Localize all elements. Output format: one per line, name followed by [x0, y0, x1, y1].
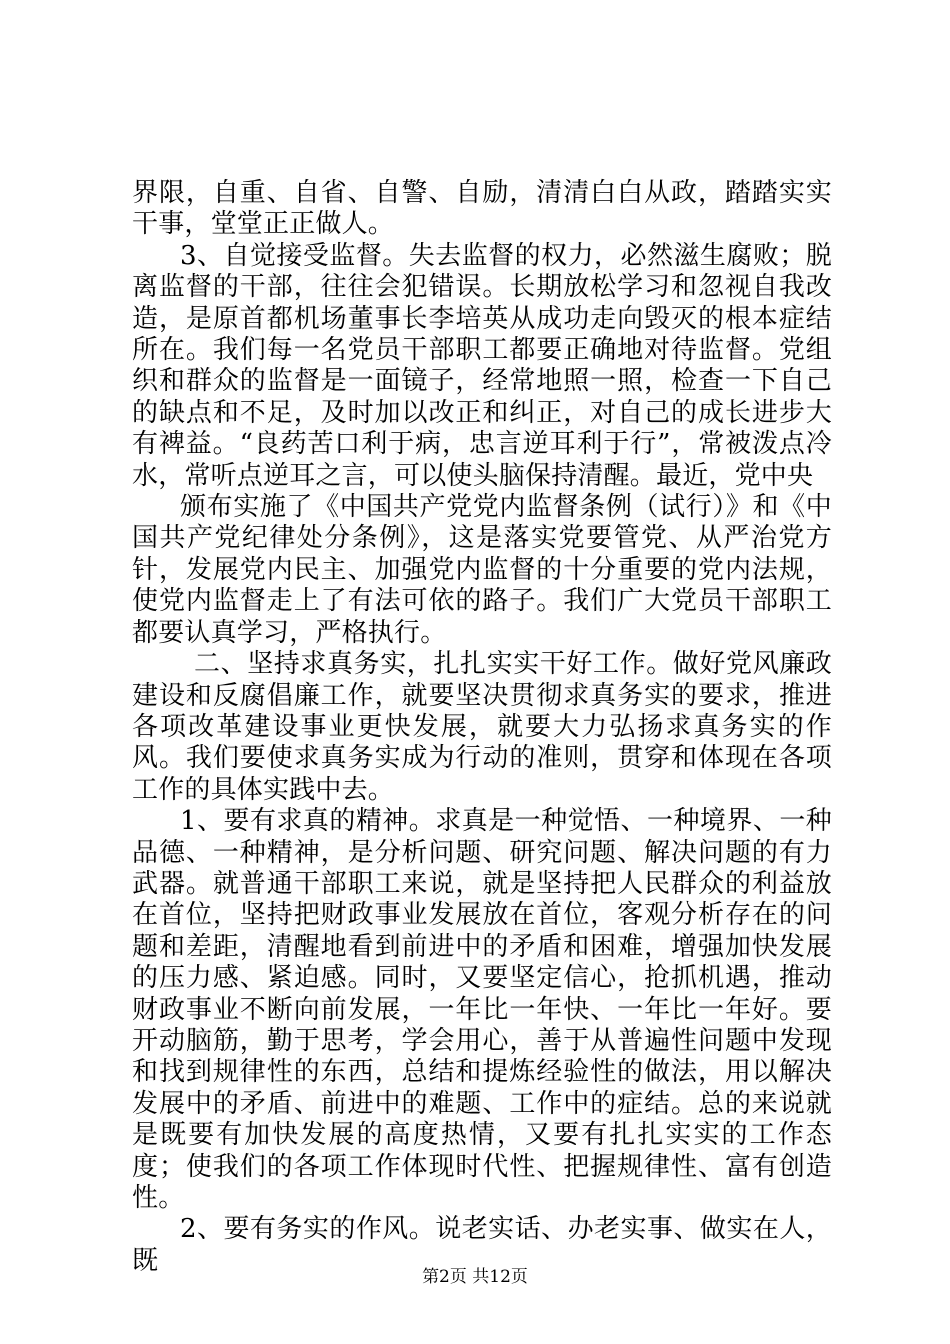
paragraph-1: 界限，自重、自省、自警、自励，清清白白从政，踏踏实实干事，堂堂正正做人。: [132, 178, 832, 240]
paragraph-4: 二、坚持求真务实，扎扎实实干好工作。做好党风廉政建设和反腐倡廉工作，就要坚决贯彻求真务实的要求，推进各项改革建设事业更快发展，就要大力弘扬求真务实的作风。我们要使求真务实成为行动的准则，贯穿和体现在各项工作的具体实践中去。: [132, 649, 832, 805]
paragraph-5: 1、要有求真的精神。求真是一种觉悟、一种境界、一种品德、一种精神，是分析问题、研究问题、解决问题的有力武器。就普通干部职工来说，就是坚持把人民群众的利益放在首位，坚持把财政事业发展放在首位，客观分析存在的问题和差距，清醒地看到前进中的矛盾和困难，增强加快发展的压力感、紧迫感。同时，又要坚定信心，抢抓机遇，推动财政事业不断向前发展，一年比一年快、一年比一年好。要开动脑筋，勤于思考，学会用心，善于从普遍性问题中发现和找到规律性的东西，总结和提炼经验性的做法，用以解决发展中的矛盾、前进中的难题、工作中的症结。总的来说就是既要有加快发展的高度热情，又要有扎扎实实的工作态度；使我们的各项工作体现时代性、把握规律性、富有创造性。: [132, 806, 832, 1213]
page-footer: [0, 1262, 950, 1287]
paragraph-2: 3、自觉接受监督。失去监督的权力，必然滋生腐败；脱离监督的干部，往往会犯错误。长期放松学习和忽视自我改造，是原首都机场董事长李培英从成功走向毁灭的根本症结所在。我们每一名党员干部职工都要正确地对待监督。党组织和群众的监督是一面镜子，经常地照一照，检查一下自己的缺点和不足，及时加以改正和纠正，对自己的成长进步大有裨益。“良药苦口利于病，忠言逆耳利于行”，常被泼点冷水，常听点逆耳之言，可以使头脑保持清醒。最近，党中央: [132, 240, 832, 491]
paragraph-3: 颁布实施了《中国共产党党内监督条例（试行）》和《中国共产党纪律处分条例》，这是落实党要管党、从严治党方针，发展党内民主、加强党内监督的十分重要的党内法规，使党内监督走上了有法可依的路子。我们广大党员干部职工都要认真学习，严格执行。: [132, 492, 832, 648]
document-body: [132, 178, 832, 1277]
page-number-text: 第2页 共12页: [422, 1267, 528, 1287]
paragraph-6: 2、要有务实的作风。说老实话、办老实事、做实在人，既: [132, 1214, 832, 1276]
